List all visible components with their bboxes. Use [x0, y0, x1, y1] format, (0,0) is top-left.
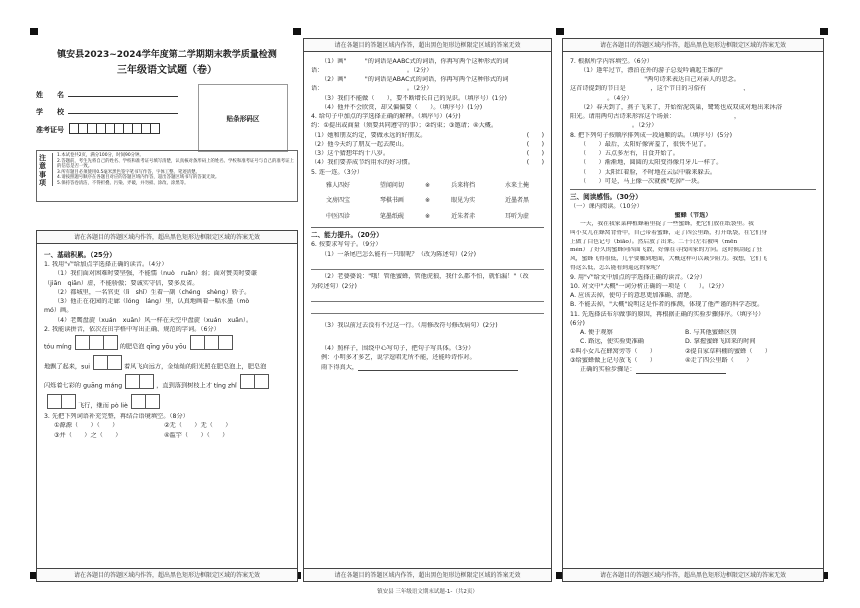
writing-grid[interactable] — [47, 394, 75, 412]
left-answer-column — [36, 230, 298, 582]
question: 11. 先选择法布尔做事的原因，再根据正确的实验步骤排序。（填序号） — [570, 310, 765, 318]
passage-line: mèn）了好久的蜜蜂向四面飞散，好像在寻找回家的方向。这时候刮起了狂 — [570, 247, 763, 254]
question-line: （4）照样子，围绕中心写句子，把句子写具体。（3分） — [321, 345, 475, 353]
question-line: （2）画" "的词语是ABAC式的词语，你再写两个这种形式的词 — [321, 76, 509, 83]
choice-item: （2）他今天约了朋友一起去爬山。 — [311, 140, 408, 148]
registration-mark — [820, 28, 828, 35]
question-text: 着风飞向远方，金灿灿的阳光照在肥皂泡上，肥皂泡 — [124, 363, 267, 371]
question-line: "两句诗来表达自己对亲人的思念。 — [570, 76, 740, 83]
column-banner: 请在各题目的答题区域内作答，超出黑色矩形边框限定区域的答案无效 — [304, 568, 551, 581]
pinyin: tóu míng — [44, 343, 72, 351]
registration-mark — [293, 28, 301, 35]
step-item[interactable]: ③给蜜蜂做上记号放飞（ ） — [570, 356, 656, 364]
question-line: （3）我们不能做（ ），要不断增长自己的见识。（填序号）(1分) — [321, 94, 507, 102]
school-label: 学 校 — [36, 107, 64, 116]
question: 2. 我能读拼音，依次在田字格中写出正确、规范的字词。（6分） — [44, 325, 220, 333]
question-score: (6分) — [570, 319, 585, 327]
passage-line: 得这么低，怎么能看到遥远的家呢？ — [570, 264, 663, 271]
choice-item: （3）这个猜想年约十八岁。 — [311, 150, 390, 157]
question-line: 语： 。（2分） — [311, 85, 433, 93]
passage-line: 一天，我在我家菜种植蜂箱里捉了一些蜜蜂，把它们放在纸袋里。我 — [580, 221, 754, 228]
notice-box — [36, 150, 298, 202]
question-text: ，直到落到树枝上才 tíng zhǐ — [156, 382, 237, 390]
passage-title: 蜜蜂（节选） — [674, 211, 712, 219]
right-answer-column — [562, 38, 824, 582]
question-line: 例：小明多才多艺，说学逗唱无所不能，还能吟诗作对。 — [321, 354, 476, 362]
question-line: 这首诗提到的节日是 ，这个节日的习俗有 、 — [570, 85, 750, 93]
step-item[interactable]: ④走了四公里路（ ） — [685, 356, 753, 364]
question: 9. 用"√"给文中加点的字选择正确的读音。（2分） — [570, 273, 706, 281]
question: 3. 先把下列词语补充完整，再结合语境填空。（8分） — [44, 413, 189, 421]
ticket-label: 准考证号 — [36, 125, 64, 134]
notice-label: 注意事项 — [39, 154, 46, 188]
option[interactable]: B. 与其他蜜蜂区别 — [685, 329, 737, 337]
question-line: （jiān qiān）虚，不能骄傲；要诚实守信，要多反省。 — [44, 279, 199, 287]
option[interactable]: D. 掌握蜜蜂飞回来的时间 — [685, 338, 756, 346]
question-line: 阳光。请用两句古诗来形容这个场景： ， — [570, 113, 741, 120]
page-footer: 镇安县 三年级语文期末试题-1-（共2页） — [377, 589, 478, 595]
order-item[interactable]: （ ）最后，太阳好像害羞了，很快不见了。 — [580, 140, 710, 148]
writing-grid[interactable] — [125, 374, 153, 392]
question-text: 闪烁着七彩的 guāng máng — [44, 382, 123, 390]
notice-item: 3.所有题目必须使用0.5毫米黑色签字笔书写作答，字体工整、笔迹清楚。 — [57, 169, 200, 175]
subsection-heading: （一）课内阅读。（10分） — [570, 202, 643, 210]
question-options: 约：①提出或商量（须要共同遵守的事）；②约束；③邀请；④大概。 — [311, 122, 498, 130]
answer-line[interactable] — [311, 333, 544, 342]
question: 8. 把下列句子按顺序排列成一段通顺的话。（填序号）(5分) — [570, 131, 733, 139]
question-line: 雨下得真大， — [321, 363, 359, 371]
passage-line: 叫小女儿在蜂窝背骨中，自己带着蜜蜂，走了四公里路，打开纸袋，在它们身 — [570, 229, 768, 236]
notice-item: 4.请按照题号顺序在各题目对应的答题区域内作答，超出答题区域书写的答案无效。 — [57, 175, 220, 180]
column-banner: 请在各题目的答题区域内作答，超出黑色矩形边框限定区域的答案无效 — [563, 39, 823, 52]
answer-line[interactable] — [311, 305, 544, 314]
passage-line: 上做了白色记号（biāo）。然后放了出来。二十只左右被叫（mēn — [570, 238, 738, 245]
writing-grid[interactable] — [131, 394, 159, 412]
registration-mark — [556, 28, 564, 35]
answer-line[interactable] — [636, 367, 726, 374]
question: 6. 按要求写句子。（9分） — [311, 241, 382, 249]
exam-subtitle: 三年级语文试题（卷） — [117, 65, 217, 77]
column-banner: 请在各题目的答题区域内作答，超出黑色矩形边框限定区域的答案无效 — [37, 568, 297, 581]
question-text: 的肥皂泡 qīng yōu yōu — [119, 343, 187, 351]
notice-item: 5.保持答卷清洁，不得折叠、污染、弄破，并勿损、涂改、涂黑等。 — [57, 180, 189, 186]
column-banner: 请在各题目的答题区域内作答，超出黑色矩形边框限定区域的答案无效 — [37, 231, 297, 244]
section-heading: 二、能力提升。（20分） — [311, 227, 544, 239]
question: 7. 根据所学内容填空。（6分） — [570, 57, 653, 65]
answer-line[interactable] — [358, 364, 518, 371]
fill-item[interactable]: ①源源（ ）（ ） — [54, 422, 119, 430]
school-field[interactable] — [68, 106, 178, 114]
column-banner: 请在各题目的答题区域内作答，超出黑色矩形边框限定区域的答案无效 — [563, 568, 823, 581]
question-line: mó）画。 — [44, 307, 73, 315]
fill-item[interactable]: ③并（ ）之（ ） — [54, 431, 122, 439]
step-item[interactable]: ②提自家草料棚的蜜蜂（ ） — [685, 347, 771, 355]
fill-item[interactable]: ④滥竽（ ）（ ） — [164, 431, 229, 439]
question-line: 语： 。（2分） — [311, 66, 433, 74]
question-line: （4）他并不会欣赏，却又偏偏要（ ）。（填序号）(1分) — [321, 103, 483, 111]
answer-line[interactable] — [311, 261, 544, 270]
writing-grid[interactable] — [190, 335, 232, 353]
question-line: （1）我们面对困难时要坚强，不能懦（nuò ruǎn）弱；面对赞美时要谦 — [54, 270, 257, 278]
choice-item: （1）她和朋友约定，要做永远的好朋友。 — [311, 131, 427, 139]
order-item[interactable]: （ ）渐渐地，圆圆的太阳变得像月牙儿一样了。 — [580, 159, 723, 167]
name-field[interactable] — [68, 89, 178, 97]
writing-grid[interactable] — [240, 374, 268, 392]
question: 1. 我用"√"给加点字选择正确的读音。（4分） — [44, 261, 168, 269]
option[interactable]: A. 便于观察 — [580, 329, 613, 337]
order-item[interactable]: （ ）可是，马上像一次就被"吃掉"一块。 — [580, 177, 704, 185]
question-line: （1）画" "的词语是AABC式的词语，你再写两个这种形式的词 — [321, 57, 509, 65]
section-heading: 三、阅读感悟。（30分） — [570, 189, 816, 201]
middle-answer-column: 请在各题目的答题区域内作答，超出黑色矩形边框限定区域的答案无效 （1）画" "的词语是AABC式的词语，你再写两个这种形式的词 语： 。（2分） （2）画" "的词语是ABAC式的词语，你再写两个这种形式的词 语： 。（2分） （3）我们不能做（ ），要不断增长自己的见识。（填序号）(1分) （4）他并不会欣赏，却又偏偏要（ ）。（填序号）(1分) 4. 给句子中加点的字选择正确的解释。（填序号）(4分) 约：①提出或商量（须要共同遵守的事）；②约束；③邀请；④大概。 （1）她和朋友约定，要做永远的好朋友。 ( ) （2）他今天约了朋友一起去爬山。 ( ) （3）这个猜想年约十八岁。 ( ) （4）我们要养成节约用水的好习惯。 ( ) 5. 连一连。（3分） 雅人四好 望闻问切 ※ 兵来将挡 水来土掩 文房四宝 琴棋书画 ※ 眼见为实 近墨者黑 中医四诊 笔墨纸砚 ※ 近朱者赤 耳听为虚 二、能力提升。（20分） 6. 按要求写句子。（9分） （1）一条尾巴怎么能有一只眼呢？（改为陈述句）(2分) （2）老婆婆说："哦！管他蜜蜂，管他虎狼，我什么都不怕，就怕漏！"（改 为转述句）(2分) （3）我以前过去没有不过这一行。（用修改符号修改病句）(2分) （4）照样子，围绕中心写句子，把句子写具体。（3分） 例：小明多才多艺，说学逗唱无所不能，还能吟诗作对。 雨下得真大， 请在各题目的答题区域内作答，超出黑色矩形边框限定区域的答案无效 — [303, 38, 552, 582]
question-line: （1）逢年过节，漂泊在外的游子总爱吟诵起王维的" — [580, 66, 779, 74]
option[interactable]: B. 不能去掉，"大概"说明这是作者的推测，体现了他严谨的科学态度。 — [570, 301, 764, 309]
matching-table[interactable]: 雅人四好 望闻问切 ※ 兵来将挡 水来土掩 文房四宝 琴棋书画 ※ 眼见为实 近墨者黑 中医四诊 笔墨纸砚 ※ 近朱者赤 耳听为虚 — [325, 181, 530, 220]
section-heading: 一、基础积累。（25分） — [44, 251, 116, 259]
question-line: （3）他正在花园的走廊（lóng láng）里，认真地画着一幅水墨（mò — [54, 298, 250, 306]
question-line: （2）都城里，一名官吏（lì shǐ）生着一副（chéng shèng）轿子。 — [54, 288, 251, 296]
registration-mark — [30, 28, 38, 35]
column-banner: 请在各题目的答题区域内作答，超出黑色矩形边框限定区域的答案无效 — [304, 39, 551, 52]
step-item[interactable]: ①叫小女儿在蜂窝旁等（ ） — [570, 347, 656, 355]
question-line: （2）老婆婆说："哦！管他蜜蜂，管他虎狼，我什么都不怕，就怕漏！"（改 — [321, 273, 529, 281]
question-line: （4）老鹰盘旋（xuán xuān）风一样在天空中盘旋（xuán xuǎn）。 — [54, 316, 253, 324]
question-line: （3）我以前过去没有不过这一行。（用修改符号修改病句）(2分) — [321, 322, 498, 330]
question-line: 正确的实验步骤是： — [580, 366, 636, 374]
writing-grid[interactable] — [75, 335, 117, 353]
ticket-number-boxes[interactable] — [69, 123, 160, 137]
choice-item: （4）我们要养成节约用水的好习惯。 — [311, 159, 414, 167]
fill-item[interactable]: ②无（ ）无（ ） — [164, 422, 232, 430]
name-label: 姓 名 — [36, 91, 64, 99]
question-text: 地飘了起来，sui — [44, 363, 90, 371]
question-line: 为转述句）(2分) — [311, 282, 357, 290]
exam-title: 镇安县2023~2024学年度第二学期期末教学质量检测 — [57, 50, 277, 60]
question-line: 。（4分） — [570, 94, 633, 102]
question: 10. 对文中"大概"一词分析正确的一项是（ ）。（2分） — [570, 282, 728, 290]
writing-grid[interactable] — [93, 355, 121, 373]
question: 4. 给句子中加点的字选择正确的解释。（填序号）(4分) — [311, 113, 461, 120]
option[interactable]: A. 应该去掉，使句子的意思更加准确、清楚。 — [570, 292, 696, 300]
exam-header — [36, 38, 298, 228]
option[interactable]: C. 路远，使实验更准确 — [580, 338, 644, 346]
question-line: （1）一条尾巴怎么能有一只眼呢？（改为陈述句）(2分) — [321, 250, 477, 258]
question: 5. 连一连。（3分） — [311, 168, 364, 176]
order-item[interactable]: （ ）五点多左右，日食开始了。 — [580, 150, 679, 157]
question-text: 飞行，继而 pò liè — [78, 402, 128, 410]
answer-line[interactable] — [311, 293, 544, 302]
question-line: （2）春天到了，燕子飞来了，开始衔泥筑巢，鹭鸶也成双成对地出来沐浴 — [580, 103, 782, 111]
passage-line: 风，蜜蜂飞得很低，几乎要触到地面，大概这样可以减少阻力。我想，它们飞 — [570, 256, 768, 263]
order-item[interactable]: （ ）太阳红着脸，不时地在云层中躲来躲去。 — [580, 168, 717, 176]
barcode-area: 贴条形码区 — [198, 84, 288, 152]
question-line: 。（2分） — [570, 122, 658, 130]
notice-item: 1.本试卷共2页，满分100分，时间90分钟。 — [57, 153, 144, 158]
notice-item: 2.答题前，考生先将自己的姓名、学校和准考证号填写清楚，认真核对条形码上的姓名、学校和准考证号与自己的准考证上的信息是否一致。 — [57, 158, 294, 169]
